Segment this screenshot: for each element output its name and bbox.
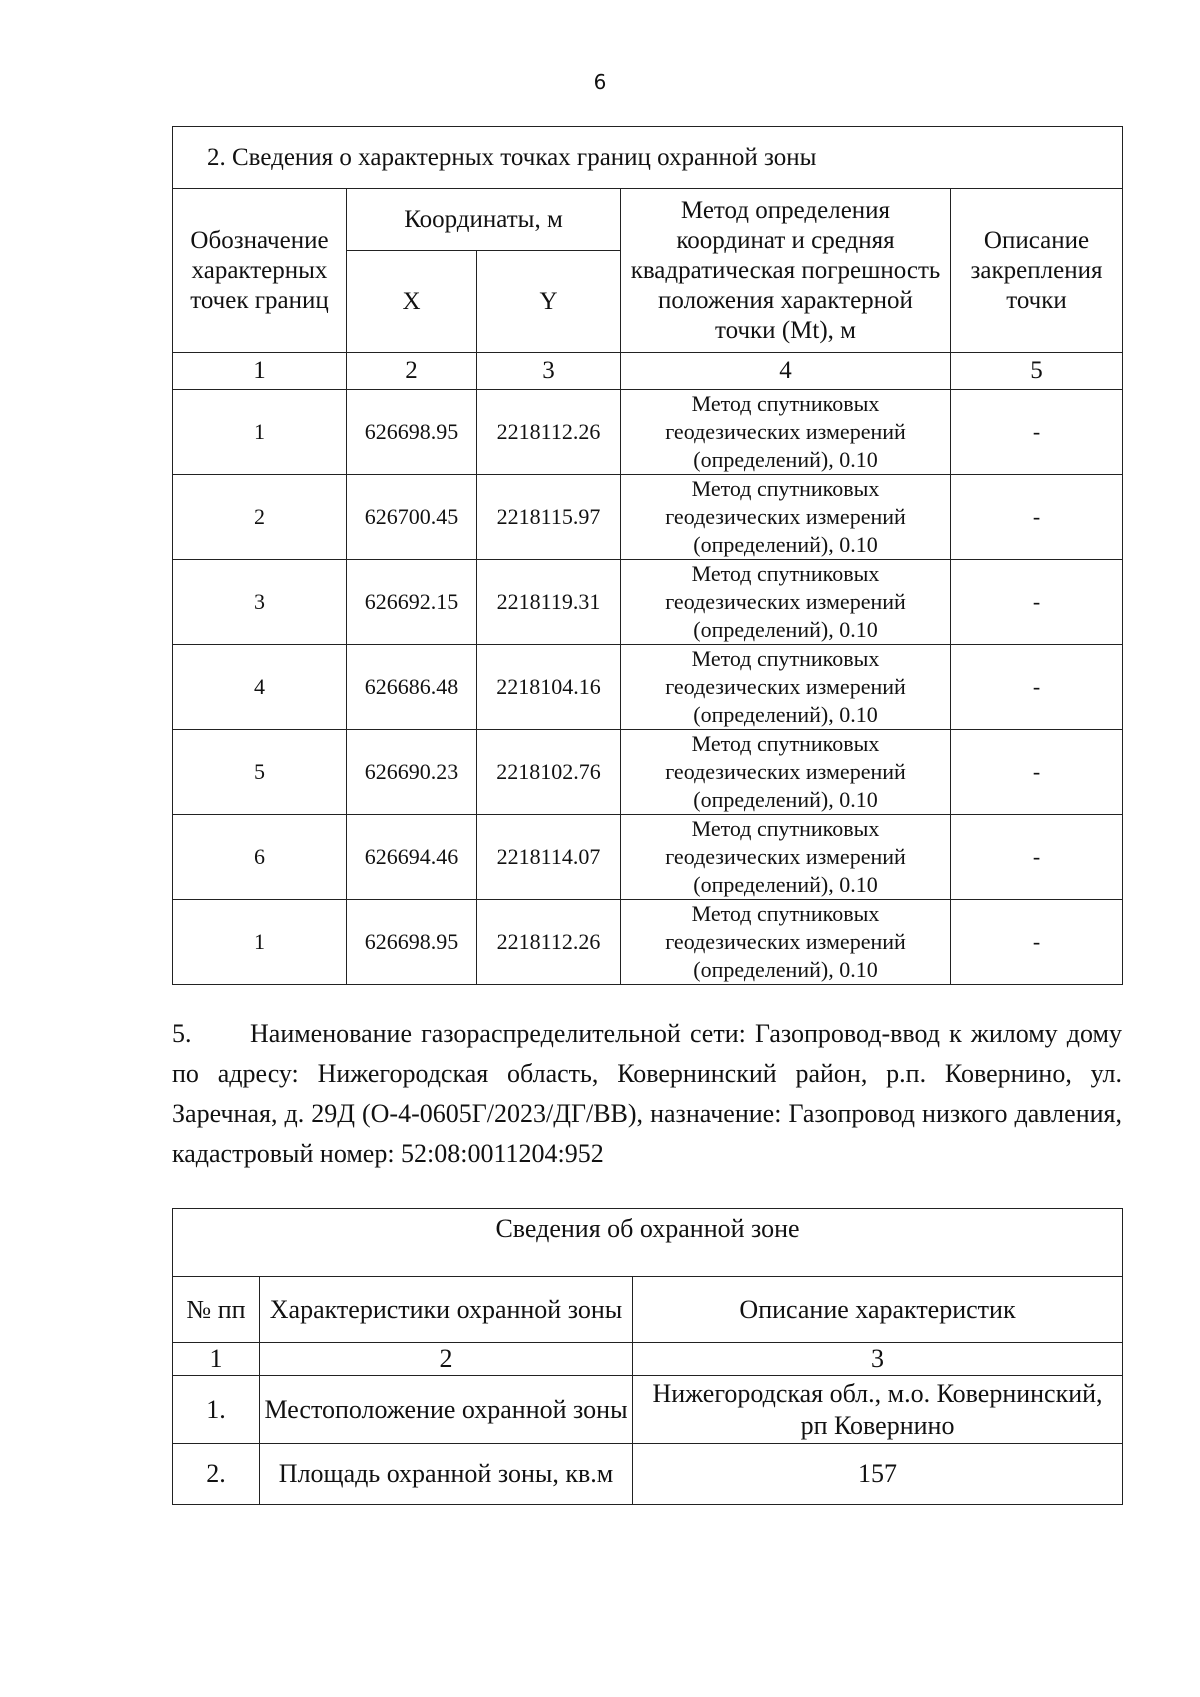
point-fixing: - <box>951 900 1123 985</box>
points-section-title: 2. Сведения о характерных точках границ охранной зоны <box>173 127 1123 189</box>
point-method: Метод спутниковых геодезических измерений (определений), 0.10 <box>621 730 951 815</box>
point-fixing: - <box>951 645 1123 730</box>
point-id: 3 <box>173 560 347 645</box>
header-y: Y <box>477 251 621 353</box>
column-number: 1 <box>173 1343 260 1376</box>
point-y: 2218114.07 <box>477 815 621 900</box>
point-x: 626694.46 <box>347 815 477 900</box>
point-id: 2 <box>173 475 347 560</box>
point-x: 626692.15 <box>347 560 477 645</box>
column-number: 2 <box>260 1343 633 1376</box>
boundary-points-table <box>172 126 1123 985</box>
point-id: 6 <box>173 815 347 900</box>
header-designation: Обозначение характерных точек границ <box>173 189 347 353</box>
column-number: 3 <box>633 1343 1123 1376</box>
page-number: 6 <box>593 70 607 94</box>
table-row <box>173 1376 1123 1444</box>
table-row <box>173 390 1123 475</box>
table-row <box>173 475 1123 560</box>
point-y: 2218112.26 <box>477 900 621 985</box>
point-method: Метод спутниковых геодезических измерений (определений), 0.10 <box>621 390 951 475</box>
point-y: 2218112.26 <box>477 390 621 475</box>
point-method: Метод спутниковых геодезических измерений (определений), 0.10 <box>621 815 951 900</box>
table-row <box>173 730 1123 815</box>
zone-row-description: Нижегородская обл., м.о. Ковернинский, рп Ковернино <box>633 1376 1123 1444</box>
zone-row-characteristic: Площадь охранной зоны, кв.м <box>260 1444 633 1505</box>
column-number: 2 <box>347 353 477 390</box>
point-x: 626698.95 <box>347 390 477 475</box>
table-row <box>173 815 1123 900</box>
paragraph-text: Наименование газораспределительной сети: Газопровод-ввод к жилому дому по адресу: Нижегородская область, Ковернинский район, р.п. Ковернино, ул. Заречная, д. 29Д (О-4-0605Г/2023/ДГ/ВВ), назначение: Газопровод низкого давления, кадастровый номер: 52:08:0011204:952 <box>172 1019 1122 1168</box>
table-row <box>173 1444 1123 1505</box>
point-id: 1 <box>173 390 347 475</box>
header-num: № пп <box>173 1277 260 1343</box>
table-row <box>173 645 1123 730</box>
point-fixing: - <box>951 730 1123 815</box>
header-x: X <box>347 251 477 353</box>
point-fixing: - <box>951 475 1123 560</box>
zone-row-num: 1. <box>173 1376 260 1444</box>
point-fixing: - <box>951 815 1123 900</box>
point-x: 626686.48 <box>347 645 477 730</box>
point-id: 4 <box>173 645 347 730</box>
table-row <box>173 900 1123 985</box>
point-method: Метод спутниковых геодезических измерений (определений), 0.10 <box>621 475 951 560</box>
point-y: 2218104.16 <box>477 645 621 730</box>
point-x: 626698.95 <box>347 900 477 985</box>
point-x: 626690.23 <box>347 730 477 815</box>
zone-row-characteristic: Местоположение охранной зоны <box>260 1376 633 1444</box>
point-y: 2218115.97 <box>477 475 621 560</box>
point-fixing: - <box>951 390 1123 475</box>
header-characteristic: Характеристики охранной зоны <box>260 1277 633 1343</box>
column-number-row <box>173 1343 1123 1376</box>
point-fixing: - <box>951 560 1123 645</box>
table-row <box>173 560 1123 645</box>
point-y: 2218102.76 <box>477 730 621 815</box>
point-method: Метод спутниковых геодезических измерений (определений), 0.10 <box>621 560 951 645</box>
header-fixing: Описание закрепления точки <box>951 189 1123 353</box>
point-method: Метод спутниковых геодезических измерений (определений), 0.10 <box>621 645 951 730</box>
network-description-paragraph <box>172 1014 1122 1174</box>
header-method: Метод определения координат и средняя квадратическая погрешность положения характерной точки (Mt), м <box>621 189 951 353</box>
protection-zone-table <box>172 1208 1123 1505</box>
zone-table-title: Сведения об охранной зоне <box>173 1209 1123 1277</box>
column-number-row <box>173 353 1123 390</box>
column-number: 4 <box>621 353 951 390</box>
column-number: 3 <box>477 353 621 390</box>
point-method: Метод спутниковых геодезических измерений (определений), 0.10 <box>621 900 951 985</box>
paragraph-number: 5. <box>172 1019 192 1048</box>
column-number: 5 <box>951 353 1123 390</box>
point-x: 626700.45 <box>347 475 477 560</box>
zone-row-description: 157 <box>633 1444 1123 1505</box>
point-y: 2218119.31 <box>477 560 621 645</box>
point-id: 5 <box>173 730 347 815</box>
header-coordinates: Координаты, м <box>347 189 621 251</box>
zone-row-num: 2. <box>173 1444 260 1505</box>
column-number: 1 <box>173 353 347 390</box>
point-id: 1 <box>173 900 347 985</box>
header-description: Описание характеристик <box>633 1277 1123 1343</box>
